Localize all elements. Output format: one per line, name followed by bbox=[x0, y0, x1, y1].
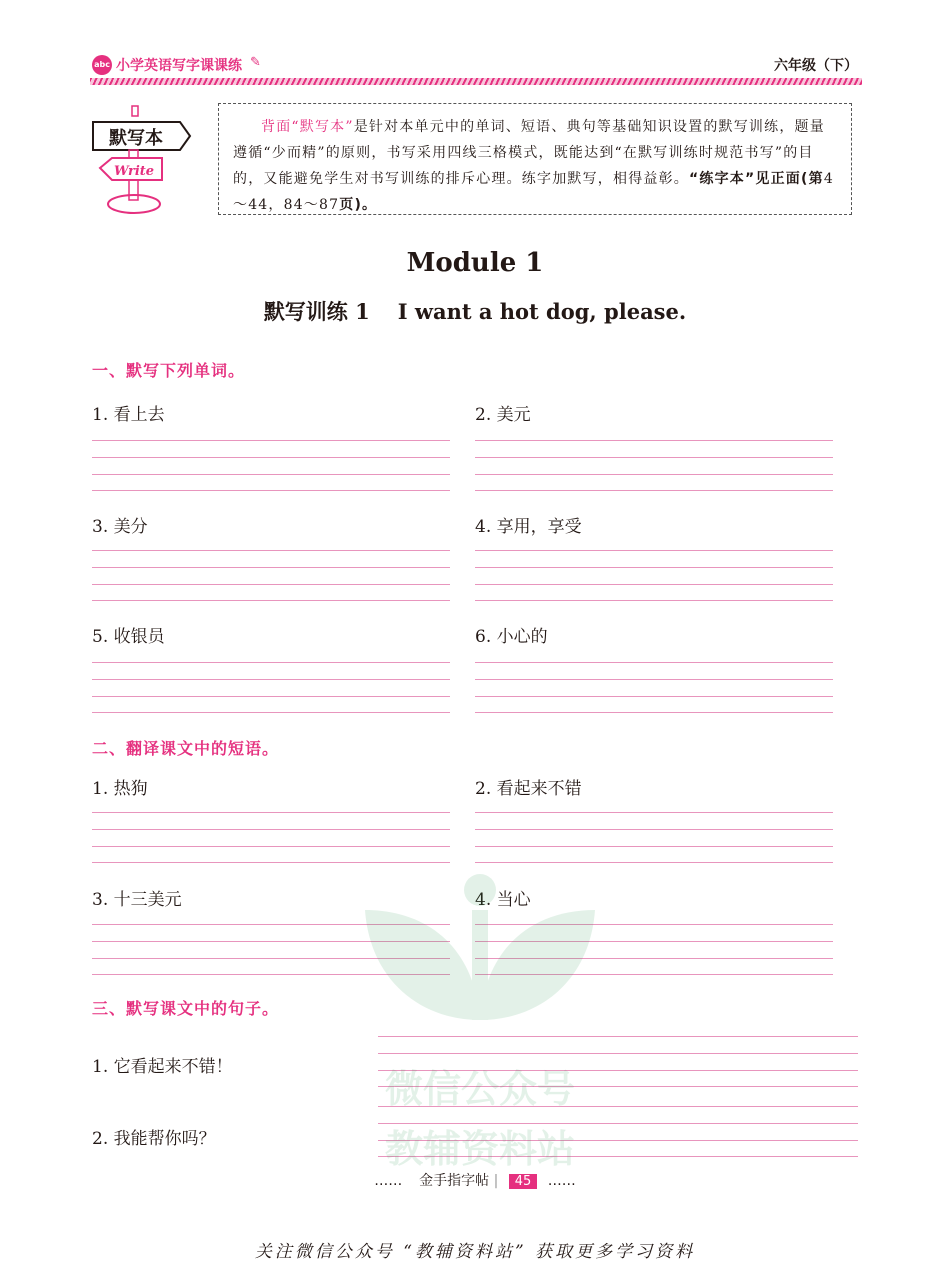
section2-item-2: 2. 看起来不错 bbox=[475, 779, 582, 799]
grid-line bbox=[92, 829, 450, 830]
signpost-icon bbox=[92, 104, 192, 220]
grid-line bbox=[92, 550, 450, 551]
section1-item-1: 1. 看上去 bbox=[92, 405, 165, 425]
grid-line bbox=[92, 712, 450, 713]
header-rule bbox=[90, 78, 862, 85]
four-line-grid[interactable] bbox=[92, 440, 450, 490]
section3-item-2: 2. 我能帮你吗？ bbox=[92, 1129, 216, 1149]
grid-line bbox=[475, 600, 833, 601]
signpost-bottom-label: Write bbox=[113, 164, 155, 179]
grid-line bbox=[92, 567, 450, 568]
grid-line bbox=[475, 584, 833, 585]
four-line-grid[interactable] bbox=[92, 662, 450, 712]
grade-label: 六年级（下） bbox=[774, 58, 858, 74]
four-line-grid[interactable] bbox=[475, 662, 833, 712]
grid-line bbox=[92, 584, 450, 585]
grid-line bbox=[475, 862, 833, 863]
grid-line bbox=[92, 696, 450, 697]
four-line-grid[interactable] bbox=[92, 812, 450, 862]
grid-line bbox=[475, 812, 833, 813]
section1-item-4: 4. 享用，享受 bbox=[475, 517, 582, 537]
section2-item-3: 3. 十三美元 bbox=[92, 890, 182, 910]
intro-box bbox=[218, 103, 852, 215]
footer-brand: 金手指字帖 bbox=[419, 1173, 490, 1189]
section2-item-1: 1. 热狗 bbox=[92, 779, 148, 799]
four-line-grid[interactable] bbox=[475, 440, 833, 490]
section1-item-2: 2. 美元 bbox=[475, 405, 531, 425]
series-title: 小学英语写字课课练 bbox=[116, 58, 242, 74]
grid-line bbox=[92, 662, 450, 663]
module-title: Module 1 bbox=[406, 248, 544, 278]
grid-line bbox=[92, 846, 450, 847]
intro-ref: “练字本”见正面(第 bbox=[689, 171, 824, 187]
grid-line bbox=[475, 712, 833, 713]
footer-dots-left: …… bbox=[374, 1173, 403, 1189]
section1-item-6: 6. 小心的 bbox=[475, 627, 548, 647]
grid-line bbox=[475, 662, 833, 663]
lesson-label: 默写训练 1 bbox=[263, 299, 370, 324]
four-line-grid[interactable] bbox=[475, 812, 833, 862]
grid-line bbox=[92, 440, 450, 441]
intro-highlight: 背面“默写本” bbox=[261, 119, 354, 135]
section1-title: 一、默写下列单词。 bbox=[92, 361, 246, 380]
lesson-title bbox=[0, 296, 950, 326]
grid-line bbox=[475, 474, 833, 475]
intro-pages: 4～44，84～87 bbox=[233, 171, 834, 213]
section2-item-4: 4. 当心 bbox=[475, 890, 531, 910]
grid-line bbox=[92, 490, 450, 491]
grid-line bbox=[475, 550, 833, 551]
grid-line bbox=[475, 696, 833, 697]
footer-dots-right: …… bbox=[547, 1173, 576, 1189]
grid-line bbox=[475, 846, 833, 847]
grid-line bbox=[92, 474, 450, 475]
grid-line bbox=[92, 600, 450, 601]
page-number: 45 bbox=[509, 1174, 538, 1189]
grid-line bbox=[92, 457, 450, 458]
intro-text: 是针对本单元中的单词、短语、典句等基础知识设置的默写训练，题量遵循“少而精”的原则，书写采用四线三格模式，既能达到“在默写训练时规范书写”的目的，又能避免学生对书写训练的排斥心理。练字加默写，相得益彰。 bbox=[233, 119, 825, 187]
bottom-note: 关注微信公众号 “教辅资料站” 获取更多学习资料 bbox=[254, 1242, 696, 1262]
grid-line bbox=[475, 490, 833, 491]
signpost-top-label: 默写本 bbox=[109, 128, 163, 149]
section1-item-5: 5. 收银员 bbox=[92, 627, 165, 647]
series-logo: abc bbox=[92, 55, 112, 75]
grid-line bbox=[475, 679, 833, 680]
section3-item-1: 1. 它看起来不错！ bbox=[92, 1057, 233, 1077]
grid-line bbox=[475, 567, 833, 568]
four-line-grid[interactable] bbox=[92, 550, 450, 600]
four-line-grid[interactable] bbox=[475, 550, 833, 600]
grid-line bbox=[92, 862, 450, 863]
grid-line bbox=[475, 829, 833, 830]
intro-ref-end: 页)。 bbox=[339, 197, 378, 213]
page-footer: …… 金手指字帖 | 45 …… bbox=[374, 1173, 576, 1189]
section2-title: 二、翻译课文中的短语。 bbox=[92, 739, 280, 758]
grid-line bbox=[92, 679, 450, 680]
watermark-line1: 微信公众号 bbox=[384, 1067, 576, 1111]
grid-line bbox=[475, 440, 833, 441]
grid-line bbox=[92, 812, 450, 813]
lesson-sentence: I want a hot dog, please. bbox=[397, 299, 687, 324]
watermark-leaf-icon bbox=[360, 870, 600, 1180]
section1-item-3: 3. 美分 bbox=[92, 517, 148, 537]
pen-icon: ✎ bbox=[250, 55, 261, 70]
grid-line bbox=[475, 457, 833, 458]
watermark-line2: 教辅资料站 bbox=[384, 1127, 576, 1171]
section3-title: 三、默写课文中的句子。 bbox=[92, 999, 280, 1018]
